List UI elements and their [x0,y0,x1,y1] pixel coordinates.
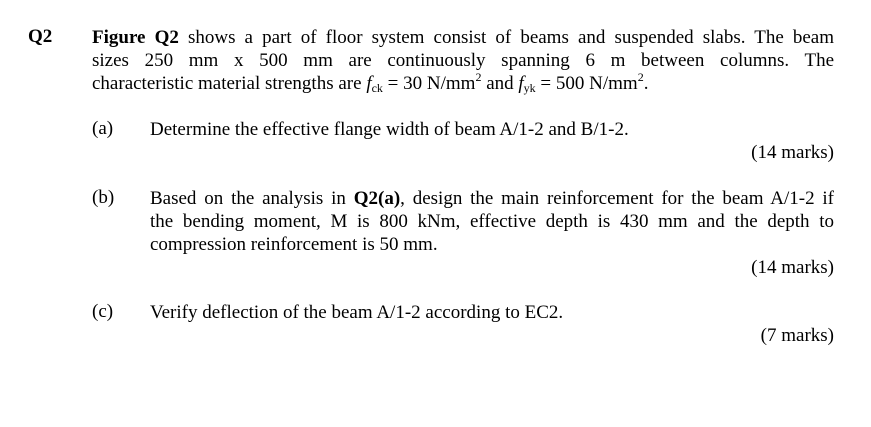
question-number: Q2 [28,26,53,47]
part-b-line-1-post: , design the main reinforcement for the beam A/1-2 if [400,188,834,209]
part-c-line-1: Verify deflection of the beam A/1-2 according to EC2. [150,302,564,323]
part-b-line-3: compression reinforcement is 50 mm. [150,234,438,255]
intro-end: . [643,73,649,94]
part-a-text [150,118,834,141]
fyk-value: = 500 N/mm [535,73,638,94]
fck-exponent: 2 [475,70,482,84]
part-c-marks: (7 marks) [760,325,834,346]
figure-reference: Figure Q2 [92,27,179,48]
part-b-label: (b) [92,187,115,208]
part-b-line-1-pre: Based on the analysis in [150,188,354,209]
intro-line-3-text: characteristic material strengths are [92,73,367,94]
part-b-line-1 [150,187,834,210]
fck-subscript: ck [371,81,383,95]
part-a-label: (a) [92,118,114,139]
fck-symbol: f [366,73,372,94]
and-text: and [481,73,519,94]
part-a-marks: (14 marks) [751,142,834,163]
intro-line-3 [92,72,834,100]
fyk-symbol: f [518,73,524,94]
intro-line-2: sizes 250 mm x 500 mm are continuously spanning 6 m between columns. The [92,50,834,71]
fck-value: = 30 N/mm [382,73,476,94]
part-c-text [150,301,834,324]
part-a-line-1: Determine the effective flange width of beam A/1-2 and B/1-2. [150,119,629,140]
intro-line-1 [92,26,834,49]
part-b-text [150,187,834,256]
question-intro [92,26,834,100]
part-c-label: (c) [92,301,114,322]
part-b-marks: (14 marks) [751,257,834,278]
intro-line-1-text: shows a part of floor system consist of beams and suspended slabs. The beam [178,27,835,48]
part-b-reference: Q2(a) [353,188,401,209]
fyk-subscript: yk [523,81,536,95]
fyk-exponent: 2 [637,70,644,84]
part-b-line-2: the bending moment, M is 800 kNm, effective depth is 430 mm and the depth to [150,211,834,232]
